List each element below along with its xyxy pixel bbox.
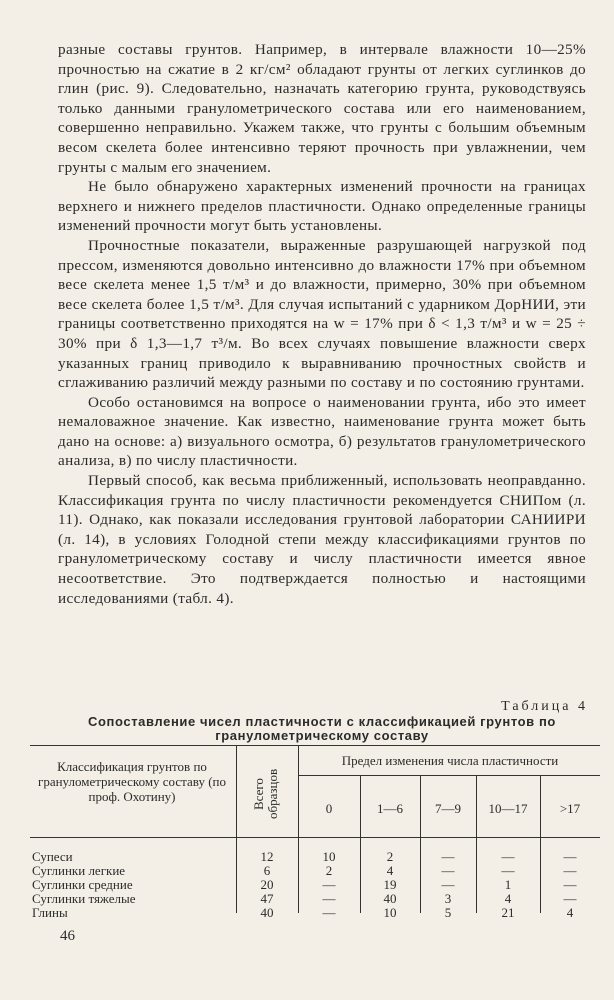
soil-name: Суглинки средние	[32, 877, 133, 892]
count-gt-17: —	[563, 863, 577, 878]
total-count: 40	[260, 905, 274, 920]
table-header-rule	[30, 837, 600, 838]
paragraph-4: Особо остановимся на вопросе о наименовании грунта, ибо это имеет немаловажное значение. Как известно, наименование грунта может быть дано на основе: а) визуального осмотра, б) результатов гранулометрического анализа, в) по числу пластичности.	[58, 393, 586, 470]
count-10-17: 4	[504, 891, 512, 906]
count-7-9: —	[441, 863, 455, 878]
table-row	[30, 878, 600, 892]
soil-name: Суглинки тяжелые	[32, 891, 136, 906]
count-10-17: —	[501, 849, 515, 864]
paragraph-1: разные составы грунтов. Например, в интервале влажности 10—25% прочностью на сжатие в 2 кг/см² обладают грунты от легких суглинков до глин (рис. 9). Следовательно, назначать категорию грунта, руководствуясь только данными гранулометрического состава или его наименованием, совершенно неправильно. Укажем также, что грунты с большим объемным весом скелета более интенсивно теряют прочность при увлажнении, чем грунты с малым его значением.	[58, 41, 586, 176]
soil-name: Глины	[32, 905, 68, 920]
count-10-17: —	[501, 863, 515, 878]
header-total: Всего образцов	[251, 768, 280, 820]
range-subheader-rule	[298, 775, 600, 776]
count-gt-17: 4	[566, 905, 574, 920]
count-1-6: 19	[383, 877, 397, 892]
total-count: 12	[260, 849, 274, 864]
paragraph-5: Первый способ, как весьма приближенный, использовать неоправданно. Классификация грунта по числу пластичности рекомендуется СНИПом (л. 11). Однако, как показали исследования грунтовой лаборатории САНИИРИ (л. 14), в условиях Голодной степи между классификациями грунтов по гранулометрическому составу и числу пластичности имеется явное несоответствие. Это подтверждается полностью и настоящими исследованиями (табл. 4).	[58, 472, 586, 607]
count-7-9: —	[441, 849, 455, 864]
count-1-6: 2	[386, 849, 394, 864]
count-10-17: 1	[504, 877, 512, 892]
count-gt-17: —	[563, 891, 577, 906]
table-label: Таблица 4	[501, 699, 588, 714]
count-1-6: 4	[386, 863, 394, 878]
count-0: —	[322, 877, 336, 892]
soil-name: Супеси	[32, 849, 73, 864]
soil-name: Суглинки легкие	[32, 863, 126, 878]
count-0: —	[322, 891, 336, 906]
count-gt-17: —	[563, 877, 577, 892]
body-text	[58, 40, 586, 608]
count-1-6: 40	[383, 891, 397, 906]
table-top-rule	[30, 745, 600, 746]
paragraph-3: Прочностные показатели, выраженные разрушающей нагрузкой под прессом, изменяются довольно интенсивно до влажности 17% при объемном весе скелета менее 1,5 т/м³ и до влажности, примерно, 30% при объемном весе скелета более 1,5 т/м³. Для случая испытаний с ударником ДорНИИ, эти границы соответственно приходятся на w = 17% при δ < 1,3 т/м³ и w = 25 ÷ 30% при δ 1,3—1,7 т³/м. Во всех случаях повышение влажности сверх указанных границ приводило к выравниванию прочностных свойств и сглаживанию различий между разными по составу и по состоянию грунтами.	[58, 236, 586, 392]
table-title	[58, 715, 586, 743]
total-count: 6	[263, 863, 271, 878]
page-number: 46	[60, 928, 75, 944]
table-title-line-1: Сопоставление чисел пластичности с классификацией грунтов по	[88, 714, 556, 729]
count-7-9: —	[441, 877, 455, 892]
count-7-9: 5	[444, 905, 452, 920]
total-count: 20	[260, 877, 274, 892]
table-row	[30, 892, 600, 906]
total-count: 47	[260, 891, 274, 906]
header-classification: Классификация грунтов по гранулометрическому составу (по проф. Охотину)	[37, 759, 226, 804]
count-0: —	[322, 905, 336, 920]
table-row	[30, 864, 600, 878]
range-gt-17: >17	[559, 801, 581, 816]
range-7-9: 7—9	[435, 801, 461, 816]
range-0: 0	[325, 801, 333, 816]
count-gt-17: —	[563, 849, 577, 864]
range-10-17: 10—17	[488, 801, 528, 816]
count-0: 10	[322, 849, 336, 864]
range-1-6: 1—6	[377, 801, 403, 816]
count-7-9: 3	[444, 891, 452, 906]
header-range: Предел изменения числа пластичности	[341, 753, 559, 768]
table-title-line-2: гранулометрическому составу	[215, 728, 429, 743]
table-row	[30, 850, 600, 864]
count-0: 2	[325, 863, 333, 878]
count-10-17: 21	[501, 905, 515, 920]
paragraph-2: Не было обнаружено характерных изменений прочности на границах верхнего и нижнего пределов пластичности. Однако определенные границы изменений прочности могут быть установлены.	[58, 178, 586, 235]
count-1-6: 10	[383, 905, 397, 920]
table-row	[30, 906, 600, 920]
